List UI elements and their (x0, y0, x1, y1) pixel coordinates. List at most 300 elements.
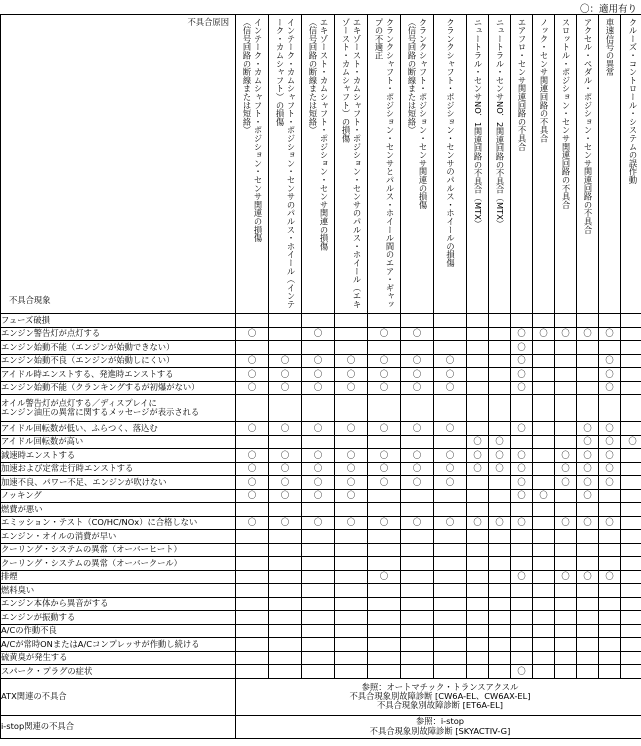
empty-cell (489, 570, 511, 584)
empty-cell (269, 665, 302, 679)
empty-cell (533, 638, 555, 652)
empty-cell (489, 665, 511, 679)
applicable-mark: 〇 (335, 476, 368, 490)
empty-cell (302, 638, 335, 652)
empty-cell (467, 341, 489, 355)
empty-cell (368, 651, 401, 665)
empty-cell (599, 543, 621, 557)
empty-cell (599, 489, 621, 503)
applicable-mark: 〇 (302, 368, 335, 382)
table-row (1, 651, 641, 665)
symptom-label: A/Cが常時ONまたはA/Cコンプレッサが作動し続ける (1, 638, 236, 652)
empty-cell (555, 665, 577, 679)
empty-cell (533, 543, 555, 557)
applicable-mark: 〇 (236, 354, 269, 368)
corner-cell (1, 15, 236, 314)
empty-cell (368, 611, 401, 625)
istop-reference: 参照：i-stop 不具合現象別故障診断 [SKYACTIV-G] (236, 715, 641, 738)
empty-cell (599, 341, 621, 355)
table-row (1, 489, 641, 503)
applicable-mark: 〇 (511, 665, 533, 679)
empty-cell (577, 341, 599, 355)
empty-cell (621, 341, 641, 355)
applicable-mark: 〇 (511, 327, 533, 341)
empty-cell (434, 584, 467, 598)
empty-cell (401, 624, 434, 638)
empty-cell (269, 651, 302, 665)
empty-cell (335, 611, 368, 625)
applicable-mark: 〇 (511, 341, 533, 355)
applicable-mark: 〇 (368, 327, 401, 341)
empty-cell (621, 462, 641, 476)
applicable-mark: 〇 (511, 570, 533, 584)
applicable-mark: 〇 (555, 449, 577, 463)
empty-cell (533, 611, 555, 625)
applicable-mark: 〇 (269, 354, 302, 368)
table-row (1, 354, 641, 368)
empty-cell (401, 651, 434, 665)
empty-cell (434, 530, 467, 544)
empty-cell (555, 638, 577, 652)
applicable-mark: 〇 (236, 476, 269, 490)
applicable-mark: 〇 (269, 489, 302, 503)
applicable-mark: 〇 (368, 449, 401, 463)
empty-cell (335, 597, 368, 611)
empty-cell (401, 543, 434, 557)
empty-cell (599, 611, 621, 625)
empty-cell (489, 611, 511, 625)
empty-cell (511, 611, 533, 625)
empty-cell (577, 624, 599, 638)
empty-cell (236, 314, 269, 328)
applicable-mark: 〇 (434, 462, 467, 476)
table-row (1, 503, 641, 517)
symptom-label: 減速時エンストする (1, 449, 236, 463)
empty-cell (236, 624, 269, 638)
empty-cell (269, 611, 302, 625)
empty-cell (511, 624, 533, 638)
applicable-mark: 〇 (236, 422, 269, 436)
applicable-mark: 〇 (434, 381, 467, 395)
empty-cell (434, 314, 467, 328)
empty-cell (489, 314, 511, 328)
empty-cell (302, 503, 335, 517)
cause-header: 不具合原因 (187, 17, 229, 27)
empty-cell (489, 530, 511, 544)
empty-cell (401, 665, 434, 679)
empty-cell (467, 476, 489, 490)
symptom-label: アイドル回転数が高い (1, 435, 236, 449)
empty-cell (236, 543, 269, 557)
applicable-mark: 〇 (236, 381, 269, 395)
empty-cell (467, 570, 489, 584)
empty-cell (434, 638, 467, 652)
empty-cell (236, 395, 269, 422)
applicable-mark: 〇 (577, 462, 599, 476)
empty-cell (621, 395, 641, 422)
empty-cell (302, 665, 335, 679)
empty-cell (577, 395, 599, 422)
empty-cell (434, 624, 467, 638)
applicable-mark: 〇 (434, 476, 467, 490)
applicable-mark: 〇 (577, 422, 599, 436)
empty-cell (489, 476, 511, 490)
empty-cell (269, 543, 302, 557)
applicable-mark: 〇 (599, 516, 621, 530)
empty-cell (368, 395, 401, 422)
table-row (1, 449, 641, 463)
symptom-label: エンジン本体から異音がする (1, 597, 236, 611)
empty-cell (511, 530, 533, 544)
applicable-mark: 〇 (577, 327, 599, 341)
empty-cell (621, 611, 641, 625)
empty-cell (269, 314, 302, 328)
empty-cell (621, 327, 641, 341)
table-row (1, 516, 641, 530)
symptom-label: アイドル時エンストする、発進時エンストする (1, 368, 236, 382)
empty-cell (555, 381, 577, 395)
empty-cell (621, 503, 641, 517)
empty-cell (489, 368, 511, 382)
empty-cell (335, 638, 368, 652)
symptom-label: エミッション・テスト（CO/HC/NOx）に合格しない (1, 516, 236, 530)
empty-cell (577, 638, 599, 652)
applicable-mark: 〇 (335, 422, 368, 436)
empty-cell (577, 503, 599, 517)
empty-cell (401, 489, 434, 503)
empty-cell (577, 597, 599, 611)
empty-cell (489, 624, 511, 638)
empty-cell (335, 314, 368, 328)
applicable-mark: 〇 (401, 354, 434, 368)
applicable-mark: 〇 (401, 476, 434, 490)
col-header: エキゾースト・カムシャフト・ポジション・センサのパルス・ホイール（エキゾースト・カムシャフト）の損傷 (335, 15, 368, 314)
empty-cell (621, 449, 641, 463)
applicable-mark: 〇 (511, 476, 533, 490)
empty-cell (467, 638, 489, 652)
empty-cell (401, 557, 434, 571)
empty-cell (335, 557, 368, 571)
empty-cell (489, 422, 511, 436)
empty-cell (434, 489, 467, 503)
empty-cell (555, 543, 577, 557)
empty-cell (511, 543, 533, 557)
applicable-mark: 〇 (434, 449, 467, 463)
empty-cell (599, 651, 621, 665)
empty-cell (269, 395, 302, 422)
empty-cell (489, 341, 511, 355)
applicable-mark: 〇 (335, 516, 368, 530)
empty-cell (533, 422, 555, 436)
empty-cell (434, 651, 467, 665)
empty-cell (533, 476, 555, 490)
empty-cell (302, 597, 335, 611)
empty-cell (368, 341, 401, 355)
empty-cell (621, 354, 641, 368)
col-header: ニュートラル・センサNO．1関連回路の不具合（MTX） (467, 15, 489, 314)
table-row (1, 476, 641, 490)
empty-cell (577, 543, 599, 557)
istop-label: i-stop関連の不具合 (1, 715, 236, 738)
symptom-label: エンジン警告灯が点灯する (1, 327, 236, 341)
applicable-mark: 〇 (555, 327, 577, 341)
empty-cell (533, 368, 555, 382)
col-header: クランクシャフト・ポジション・センサのパルス・ホイールの損傷 (434, 15, 467, 314)
symptom-label: クーリング・システムの異常（オーバーヒート） (1, 543, 236, 557)
applicable-mark: 〇 (599, 476, 621, 490)
applicable-mark: 〇 (269, 381, 302, 395)
table-row (1, 435, 641, 449)
legend: 〇：適用有り (579, 4, 637, 15)
empty-cell (401, 570, 434, 584)
empty-cell (599, 557, 621, 571)
empty-cell (599, 395, 621, 422)
empty-cell (434, 557, 467, 571)
applicable-mark: 〇 (302, 516, 335, 530)
empty-cell (511, 395, 533, 422)
applicable-mark: 〇 (335, 381, 368, 395)
empty-cell (335, 503, 368, 517)
symptom-label: フューズ破損 (1, 314, 236, 328)
empty-cell (434, 570, 467, 584)
empty-cell (533, 503, 555, 517)
symptom-label: 加速不良、パワー不足、エンジンが吹けない (1, 476, 236, 490)
empty-cell (621, 665, 641, 679)
applicable-mark: 〇 (467, 462, 489, 476)
empty-cell (511, 503, 533, 517)
empty-cell (621, 381, 641, 395)
empty-cell (236, 597, 269, 611)
empty-cell (467, 381, 489, 395)
empty-cell (335, 435, 368, 449)
applicable-mark: 〇 (302, 462, 335, 476)
empty-cell (533, 435, 555, 449)
empty-cell (368, 624, 401, 638)
col-header: ノック・センサ関連回路の不具合 (533, 15, 555, 314)
applicable-mark: 〇 (577, 476, 599, 490)
empty-cell (555, 651, 577, 665)
applicable-mark: 〇 (335, 368, 368, 382)
empty-cell (434, 665, 467, 679)
empty-cell (401, 503, 434, 517)
empty-cell (533, 341, 555, 355)
applicable-mark: 〇 (368, 476, 401, 490)
empty-cell (555, 435, 577, 449)
symptom-label: ノッキング (1, 489, 236, 503)
empty-cell (599, 314, 621, 328)
empty-cell (302, 435, 335, 449)
empty-cell (368, 638, 401, 652)
empty-cell (368, 435, 401, 449)
empty-cell (621, 624, 641, 638)
symptom-label: オイル警告灯が点灯する／ディスプレイに エンジン油圧の異常に関するメッセージが表示される (1, 395, 236, 422)
symptom-label: エンジン始動不能（クランキングするが初爆がない） (1, 381, 236, 395)
empty-cell (269, 557, 302, 571)
empty-cell (401, 638, 434, 652)
empty-cell (577, 584, 599, 598)
empty-cell (269, 435, 302, 449)
applicable-mark: 〇 (511, 354, 533, 368)
empty-cell (467, 665, 489, 679)
empty-cell (621, 422, 641, 436)
empty-cell (533, 381, 555, 395)
empty-cell (599, 624, 621, 638)
empty-cell (269, 570, 302, 584)
empty-cell (434, 435, 467, 449)
table-row (1, 543, 641, 557)
applicable-mark: 〇 (236, 327, 269, 341)
applicable-mark: 〇 (577, 449, 599, 463)
applicable-mark: 〇 (511, 422, 533, 436)
empty-cell (599, 530, 621, 544)
empty-cell (467, 597, 489, 611)
empty-cell (489, 597, 511, 611)
applicable-mark: 〇 (269, 462, 302, 476)
applicable-mark: 〇 (236, 449, 269, 463)
empty-cell (368, 584, 401, 598)
empty-cell (467, 543, 489, 557)
empty-cell (599, 665, 621, 679)
atx-row (1, 678, 641, 715)
empty-cell (489, 327, 511, 341)
applicable-mark: 〇 (489, 516, 511, 530)
empty-cell (335, 584, 368, 598)
empty-cell (368, 314, 401, 328)
applicable-mark: 〇 (302, 476, 335, 490)
symptom-label: クーリング・システムの異常（オーバークール） (1, 557, 236, 571)
empty-cell (335, 543, 368, 557)
empty-cell (621, 516, 641, 530)
symptom-label: 燃料臭い (1, 584, 236, 598)
empty-cell (302, 557, 335, 571)
applicable-mark: 〇 (511, 516, 533, 530)
empty-cell (467, 503, 489, 517)
applicable-mark: 〇 (401, 422, 434, 436)
col-header: 車速信号の異常 (599, 15, 621, 314)
empty-cell (335, 341, 368, 355)
empty-cell (368, 503, 401, 517)
empty-cell (236, 570, 269, 584)
empty-cell (368, 597, 401, 611)
table-row (1, 462, 641, 476)
empty-cell (335, 651, 368, 665)
empty-cell (467, 624, 489, 638)
col-header: クランクシャフト・ポジション・センサとパルス・ホイール間のエア・ギャップの不適正 (368, 15, 401, 314)
empty-cell (555, 611, 577, 625)
empty-cell (236, 665, 269, 679)
applicable-mark: 〇 (599, 449, 621, 463)
applicable-mark: 〇 (368, 368, 401, 382)
table-row (1, 611, 641, 625)
empty-cell (489, 503, 511, 517)
empty-cell (577, 530, 599, 544)
applicable-mark: 〇 (269, 476, 302, 490)
empty-cell (489, 543, 511, 557)
empty-cell (467, 327, 489, 341)
applicable-mark: 〇 (269, 422, 302, 436)
symptom-label: エンジン始動不良（エンジンが始動しにくい） (1, 354, 236, 368)
col-header: エキゾースト・カムシャフト・ポジション・センサ関連の損傷 （信号回路の断線または短絡） (302, 15, 335, 314)
empty-cell (269, 327, 302, 341)
applicable-mark: 〇 (599, 381, 621, 395)
empty-cell (401, 597, 434, 611)
applicable-mark: 〇 (555, 570, 577, 584)
empty-cell (401, 530, 434, 544)
empty-cell (577, 557, 599, 571)
empty-cell (302, 341, 335, 355)
applicable-mark: 〇 (368, 570, 401, 584)
table-row (1, 624, 641, 638)
applicable-mark: 〇 (511, 462, 533, 476)
atx-reference: 参照：オートマチック・トランスアクスル 不具合現象別故障診断 [CW6A-EL、CW6AX-EL] 不具合現象別故障診断 [ET6A-EL] (236, 678, 641, 715)
empty-cell (236, 611, 269, 625)
applicable-mark: 〇 (599, 435, 621, 449)
empty-cell (577, 611, 599, 625)
empty-cell (434, 341, 467, 355)
empty-cell (621, 570, 641, 584)
applicable-mark: 〇 (236, 516, 269, 530)
symptom-label: スパーク・プラグの症状 (1, 665, 236, 679)
empty-cell (533, 530, 555, 544)
symptom-label: 加速および定常走行時エンストする (1, 462, 236, 476)
empty-cell (511, 651, 533, 665)
empty-cell (335, 624, 368, 638)
applicable-mark: 〇 (577, 570, 599, 584)
table-row (1, 557, 641, 571)
empty-cell (489, 557, 511, 571)
applicable-mark: 〇 (335, 449, 368, 463)
table-row (1, 341, 641, 355)
diagnosis-matrix (0, 14, 641, 739)
empty-cell (467, 422, 489, 436)
empty-cell (467, 611, 489, 625)
empty-cell (555, 314, 577, 328)
empty-cell (489, 651, 511, 665)
empty-cell (368, 530, 401, 544)
applicable-mark: 〇 (599, 570, 621, 584)
applicable-mark: 〇 (599, 327, 621, 341)
applicable-mark: 〇 (599, 462, 621, 476)
applicable-mark: 〇 (401, 449, 434, 463)
applicable-mark: 〇 (434, 368, 467, 382)
empty-cell (599, 503, 621, 517)
empty-cell (555, 341, 577, 355)
applicable-mark: 〇 (555, 462, 577, 476)
applicable-mark: 〇 (599, 368, 621, 382)
empty-cell (467, 557, 489, 571)
empty-cell (401, 584, 434, 598)
empty-cell (621, 476, 641, 490)
table-row (1, 327, 641, 341)
empty-cell (368, 543, 401, 557)
applicable-mark: 〇 (489, 435, 511, 449)
empty-cell (236, 584, 269, 598)
empty-cell (577, 381, 599, 395)
empty-cell (335, 530, 368, 544)
applicable-mark: 〇 (511, 381, 533, 395)
empty-cell (621, 314, 641, 328)
col-header: ニュートラル・センサNO．2関連回路の不具合（MTX） (489, 15, 511, 314)
empty-cell (533, 624, 555, 638)
empty-cell (555, 395, 577, 422)
empty-cell (621, 368, 641, 382)
table-row (1, 665, 641, 679)
applicable-mark: 〇 (599, 422, 621, 436)
empty-cell (555, 489, 577, 503)
empty-cell (302, 314, 335, 328)
empty-cell (577, 665, 599, 679)
applicable-mark: 〇 (577, 435, 599, 449)
